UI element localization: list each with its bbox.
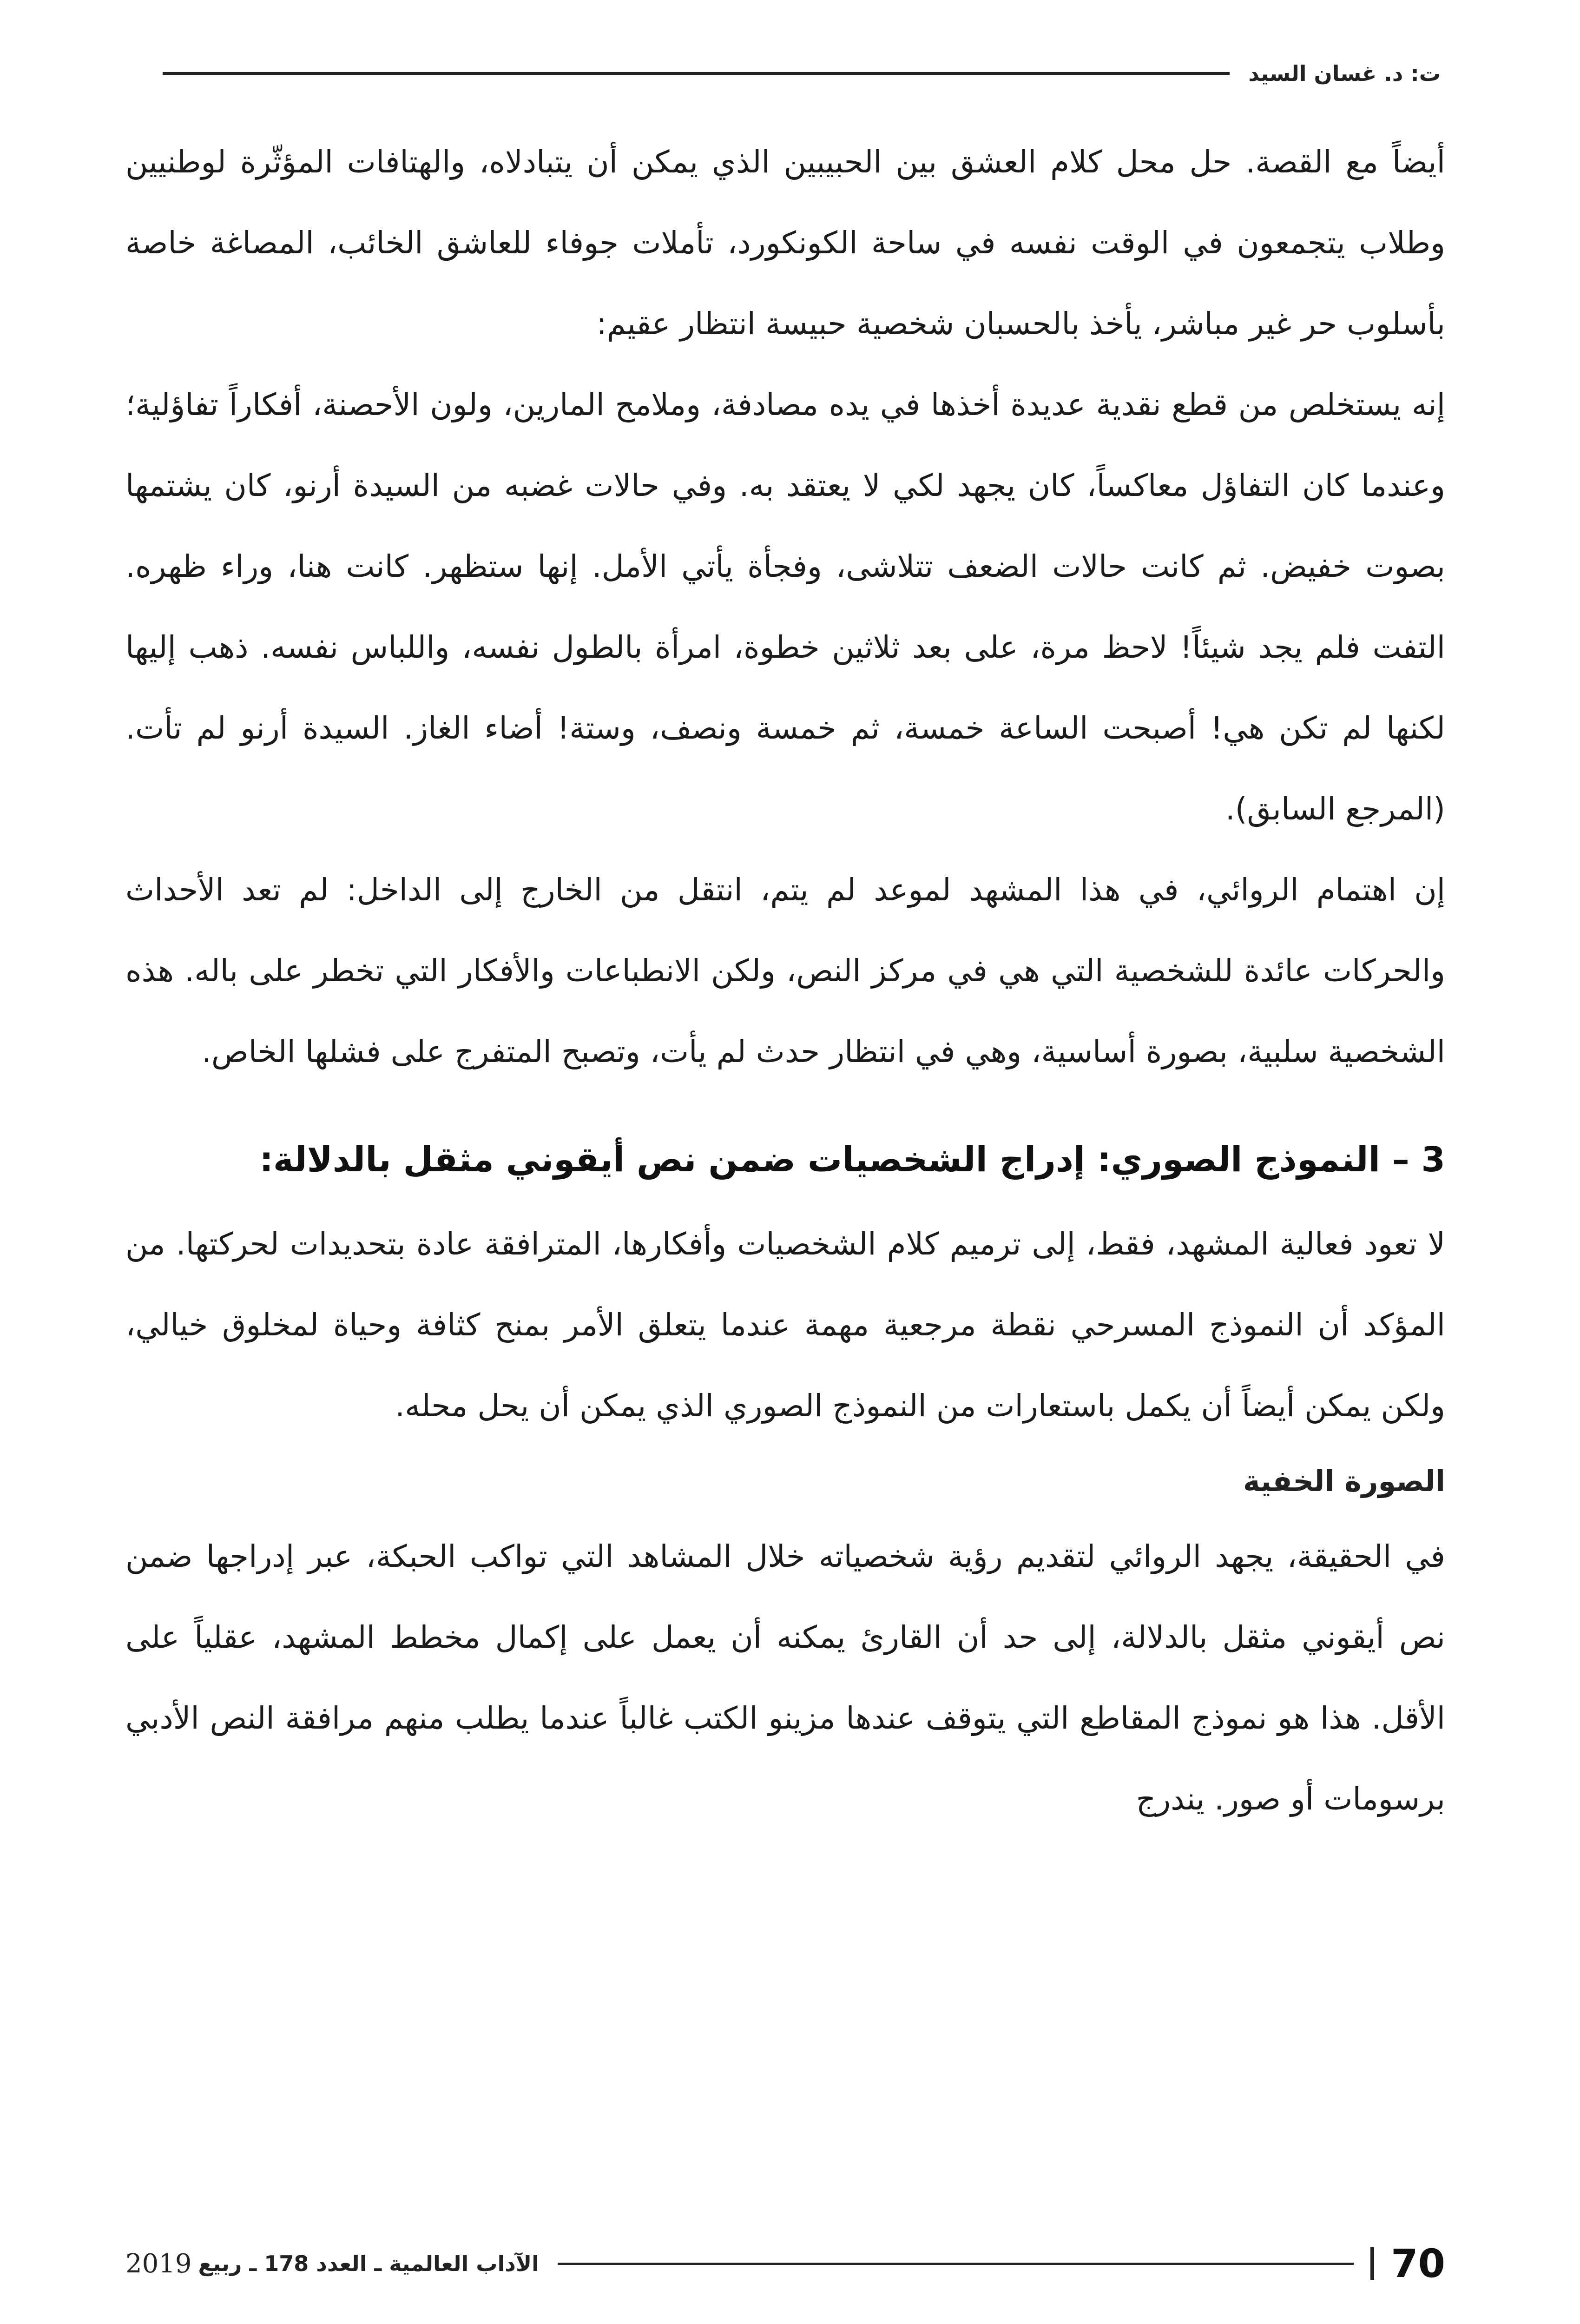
running-header	[163, 55, 1441, 92]
paragraph-3: إن اهتمام الروائي، في هذا المشهد لموعد لم يتم، انتقل من الخارج إلى الداخل: لم تعد الأحداث والحركات عائدة للشخصية التي هي في مركز النص، ولكن الانطباعات والأفكار التي تخطر على باله. هذه الشخصية سلبية، بصورة أساسية، وهي في انتظار حدث لم يأت، وتصبح المتفرج على فشلها الخاص.	[125, 872, 1445, 1070]
quoted-paragraph: إنه يستخلص من قطع نقدية عديدة أخذها في يده مصادفة، وملامح المارين، ولون الأحصنة، أفكاراً تفاؤلية؛ وعندما كان التفاؤل معاكساً، كان يجهد لكي لا يعتقد به. وفي حالات غضبه من السيدة أرنو، كان يشتمها بصوت خفيض. ثم كانت حالات الضعف تتلاشى، وفجأة يأتي الأمل. إنها ستظهر. كانت هنا، وراء ظهره. التفت فلم يجد شيئاً! لاحظ مرة، على بعد ثلاثين خطوة، امرأة بالطول نفسه، واللباس نفسه. ذهب إليها لكنها لم تكن هي! أصبحت الساعة خمسة، ثم خمسة ونصف، وستة! أضاء الغاز. السيدة أرنو لم تأت.(المرجع السابق).	[125, 387, 1445, 827]
paragraph-1: أيضاً مع القصة. حل محل كلام العشق بين الحبيبين الذي يمكن أن يتبادلاه، والهتافات المؤثّرة لوطنيين وطلاب يتجمعون في الوقت نفسه في ساحة الكونكورد، تأملات جوفاء للعاشق الخائب، المصاغة خاصة بأسلوب حر غير مباشر، يأخذ بالحسبان شخصية حبيسة انتظار عقيم:	[125, 144, 1445, 342]
footer-rule	[558, 2263, 1354, 2265]
footer-separator-bar	[1370, 2247, 1374, 2280]
running-footer	[125, 2238, 1445, 2289]
section-heading: 3 – النموذج الصوري: إدراج الشخصيات ضمن نص أيقوني مثقل بالدلالة:	[259, 1140, 1445, 1180]
final-paragraph: في الحقيقة، يجهد الروائي لتقديم رؤية شخصياته خلال المشاهد التي تواكب الحبكة، عبر إدراجها ضمن نص أيقوني مثقل بالدلالة، إلى حد أن القارئ يمكنه أن يعمل على إكمال مخطط المشهد، عقلياً على الأقل. هذا هو نموذج المقاطع التي يتوقف عندها مزينو الكتب غالباً عندما يطلب منهم مرافقة النص الأدبي برسومات أو صور. يندرج	[125, 1538, 1445, 1817]
body-text	[125, 122, 1445, 1840]
header-author: ت: د. غسان السيد	[1248, 61, 1441, 86]
footer-journal-title: الآداب العالمية ـ العدد 178 ـ ربيع	[198, 2251, 539, 2276]
header-rule	[163, 72, 1230, 75]
footer-year: 2019	[125, 2248, 192, 2279]
section-paragraph: لا تعود فعالية المشهد، فقط، إلى ترميم كلام الشخصيات وأفكارها، المترافقة عادة بتحديدات لحركتها. من المؤكد أن النموذج المسرحي نقطة مرجعية مهمة عندما يتعلق الأمر بمنح كثافة وحياة لمخلوق خيالي، ولكن يمكن أيضاً أن يكمل باستعارات من النموذج الصوري الذي يمكن أن يحل محله.	[125, 1226, 1445, 1424]
subheading-hidden-image: الصورة الخفية	[1243, 1464, 1445, 1498]
page-number: 70	[1391, 2241, 1445, 2286]
